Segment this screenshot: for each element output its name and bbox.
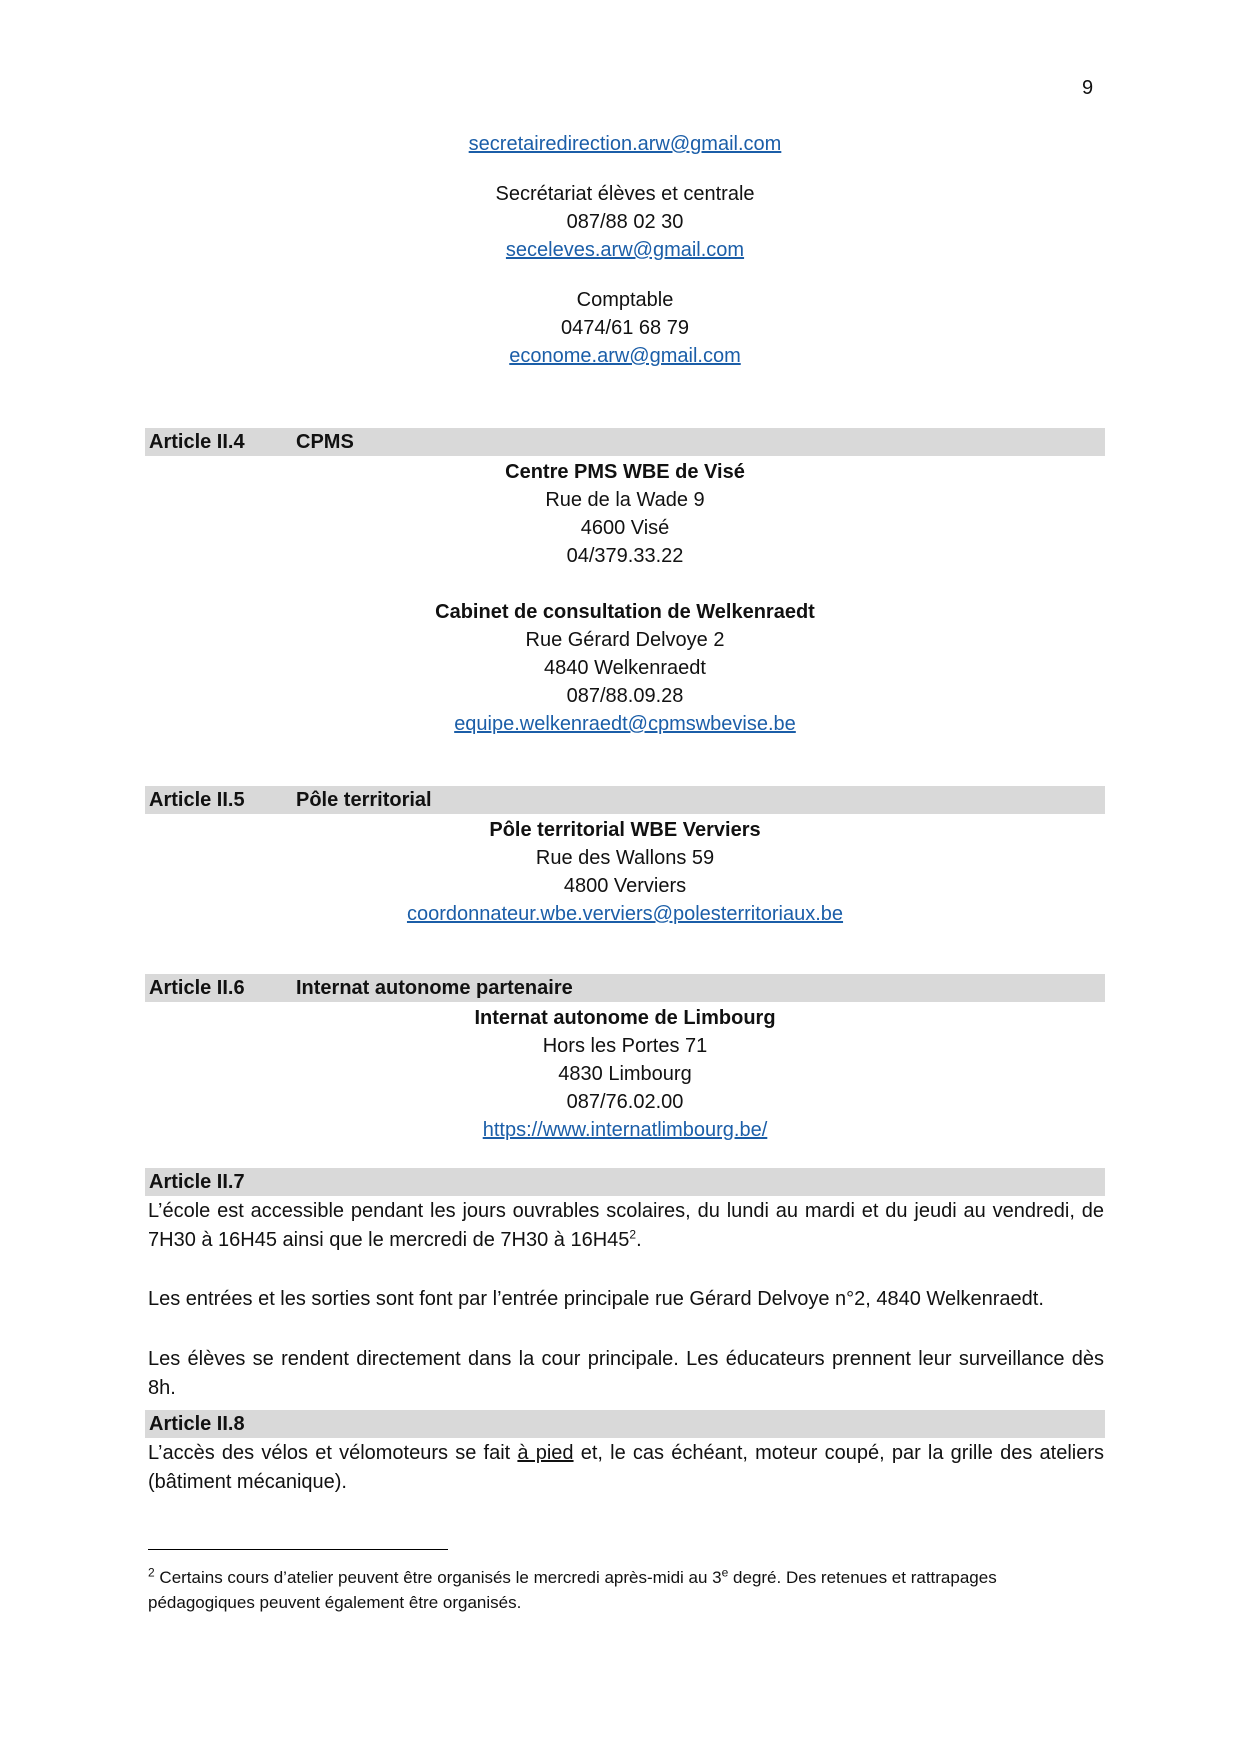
footnote: $^2$ Certains cours d’atelier peuvent être organisés le mercredi après-midi au 3e degré. Des retenues et rattrapages pédagogiques peuvent également être organisés. bbox=[148, 1565, 997, 1612]
article-ii6-header bbox=[145, 974, 1105, 1002]
pole-city: 4800 Verviers bbox=[563, 875, 687, 897]
cabinet-phone: 087/88.09.28 bbox=[566, 685, 684, 707]
article-number: Article II.8 bbox=[149, 1413, 245, 1435]
secretariat-email-link[interactable]: seceleves.arw@gmail.com bbox=[505, 239, 745, 261]
center-name: Centre PMS WBE de Visé bbox=[505, 461, 745, 483]
comptable-label: Comptable bbox=[576, 289, 674, 311]
article-ii7-p1: L’école est accessible pendant les jours ouvrables scolaires, du lundi au mardi et du jeudi au vendredi, de 7H30 à 16H45 ainsi que le mercredi de 7H30 à $16H45^2$. bbox=[148, 1200, 1104, 1251]
article-ii4-body bbox=[145, 458, 1105, 738]
internat-name: Internat autonome de Limbourg bbox=[474, 1007, 776, 1029]
pole-email-link[interactable]: coordonnateur.wbe.verviers@polesterritoriaux.be bbox=[406, 903, 844, 925]
a-pied-underlined: à pied bbox=[517, 1442, 574, 1464]
cabinet-name: Cabinet de consultation de Welkenraedt bbox=[435, 601, 815, 623]
article-number: Article II.5 bbox=[149, 789, 245, 811]
article-ii4-header bbox=[145, 428, 1105, 456]
email-direction-link[interactable]: secretairedirection.arw@gmail.com bbox=[468, 133, 782, 155]
center-city: 4600 Visé bbox=[580, 517, 670, 539]
secretariat-phone: 087/88 02 30 bbox=[566, 211, 684, 233]
article-ii7-p2: Les entrées et les sorties sont font par l’entrée principale rue Gérard Delvoye n°2, 4840 Welkenraedt. bbox=[148, 1288, 1044, 1310]
article-ii5-header bbox=[145, 786, 1105, 814]
pole-name: Pôle territorial WBE Verviers bbox=[489, 819, 761, 841]
comptable-phone: 0474/61 68 79 bbox=[561, 317, 689, 339]
internat-city: 4830 Limbourg bbox=[558, 1063, 692, 1085]
internat-street: Hors les Portes 71 bbox=[542, 1035, 708, 1057]
article-ii6-body bbox=[145, 1004, 1105, 1144]
article-title: Internat autonome partenaire bbox=[296, 977, 573, 999]
internat-url-link[interactable]: https://www.internatlimbourg.be/ bbox=[482, 1119, 768, 1141]
footnote-ref[interactable]: 2 bbox=[629, 1227, 637, 1242]
cabinet-email-link[interactable]: equipe.welkenraedt@cpmswbevise.be bbox=[454, 713, 796, 735]
footnote-marker: 2 bbox=[148, 1565, 155, 1580]
article-title: Pôle territorial bbox=[296, 789, 432, 811]
center-phone: 04/379.33.22 bbox=[566, 545, 684, 567]
article-title: CPMS bbox=[296, 431, 354, 453]
article-ii8-p1: L’accès des vélos et vélomoteurs se fait à pied et, le cas échéant, moteur coupé, par la grille des ateliers (bâtiment mécanique). bbox=[148, 1442, 1105, 1493]
pole-street: Rue des Wallons 59 bbox=[535, 847, 715, 869]
comptable-email-link[interactable]: econome.arw@gmail.com bbox=[509, 345, 741, 367]
internat-phone: 087/76.02.00 bbox=[566, 1091, 684, 1113]
article-ii7-header bbox=[145, 1168, 1105, 1196]
article-number: Article II.4 bbox=[149, 431, 245, 453]
article-number: Article II.7 bbox=[149, 1171, 245, 1193]
center-street: Rue de la Wade 9 bbox=[545, 489, 705, 511]
cabinet-street: Rue Gérard Delvoye 2 bbox=[525, 629, 725, 651]
article-ii5-body bbox=[145, 816, 1105, 928]
article-number: Article II.6 bbox=[149, 977, 245, 999]
contacts-top bbox=[145, 130, 1105, 370]
page-number: 9 bbox=[1082, 77, 1094, 99]
cabinet-city: 4840 Welkenraedt bbox=[544, 657, 706, 679]
article-ii8-header bbox=[145, 1410, 1105, 1438]
article-ii7-p3: Les élèves se rendent directement dans la cour principale. Les éducateurs prennent leur surveillance dès 8h. bbox=[148, 1348, 1104, 1399]
secretariat-label: Secrétariat élèves et centrale bbox=[495, 183, 755, 205]
footnote-separator bbox=[148, 1549, 448, 1550]
